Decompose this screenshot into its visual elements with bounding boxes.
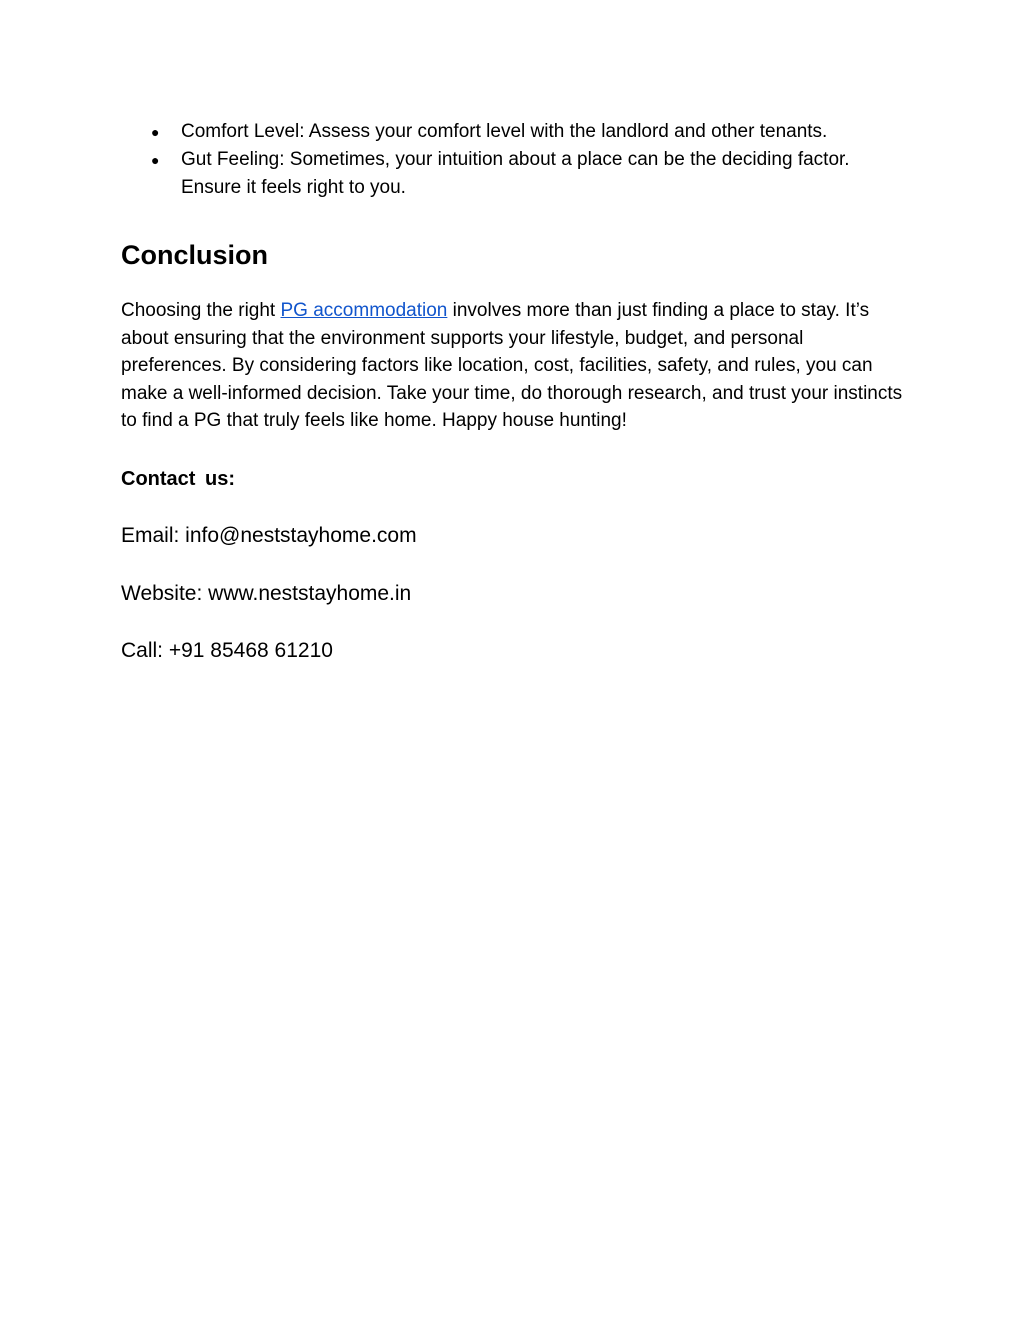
list-item-text: Comfort Level: Assess your comfort level with the landlord and other tenants. (181, 121, 828, 142)
bullet-icon: ● (151, 152, 160, 168)
contact-email: Email: info@neststayhome.com (121, 524, 417, 547)
list-item-text: Gut Feeling: Sometimes, your intuition about a place can be the deciding factor. Ensure it feels right to you. (181, 149, 850, 198)
bullet-list (121, 118, 911, 202)
contact-heading: Contact us: (121, 468, 235, 490)
list-item (121, 146, 911, 202)
pg-accommodation-link[interactable]: PG accommodation (280, 300, 448, 321)
conclusion-paragraph (121, 297, 911, 435)
paragraph-text-start: Choosing the right (121, 300, 281, 321)
paragraph-text-end: involves more than just finding a place to stay. It’s about ensuring that the environment supports your lifestyle, budget, and personal preferences. By considering factors like location, cost, facilities, safety, and rules, you can make a well-informed decision. Take your time, do thorough research, and trust your instincts to find a PG that truly feels like home. Happy house hunting! (121, 300, 903, 432)
contact-website: Website: www.neststayhome.in (121, 582, 412, 605)
list-item (121, 118, 911, 146)
bullet-icon: ● (151, 124, 160, 140)
section-heading-conclusion: Conclusion (121, 240, 268, 270)
contact-phone: Call: +91 85468 61210 (121, 639, 333, 662)
